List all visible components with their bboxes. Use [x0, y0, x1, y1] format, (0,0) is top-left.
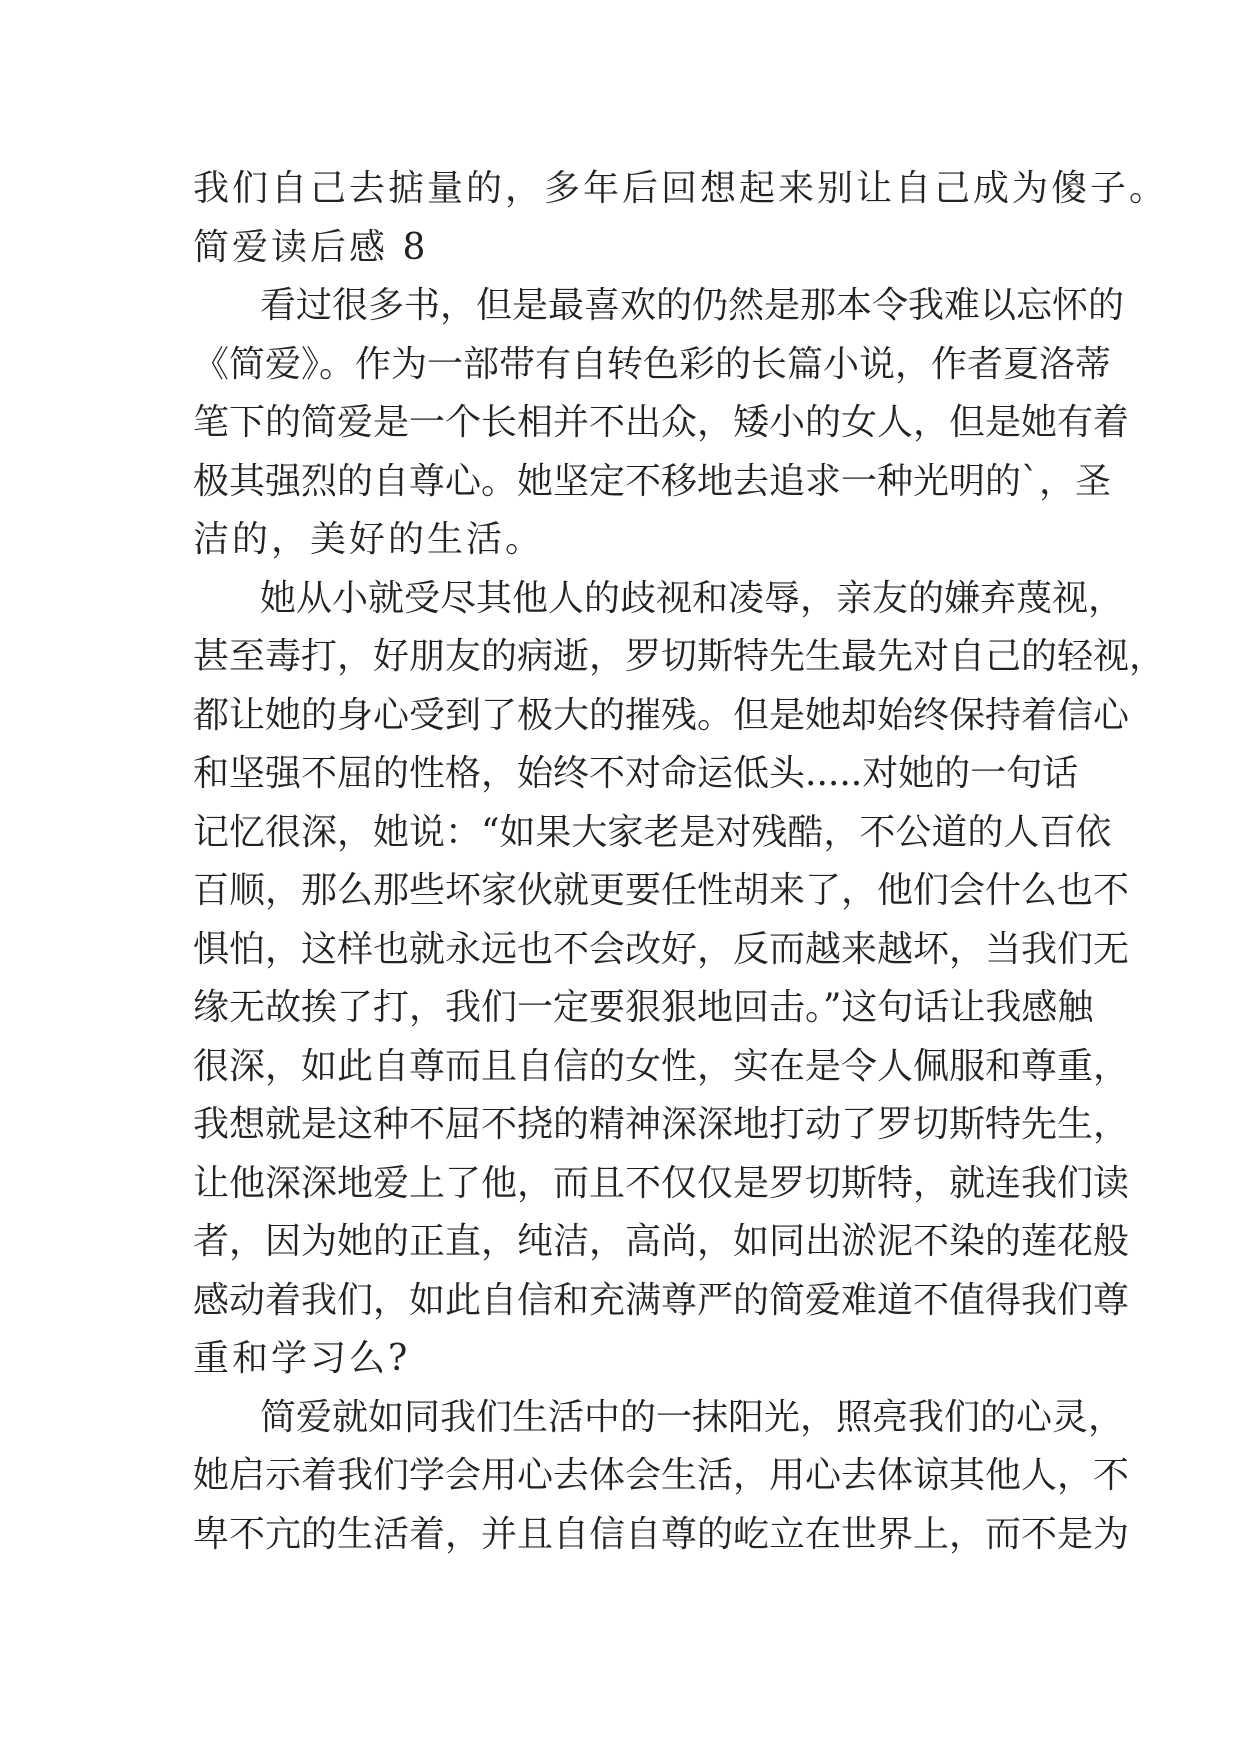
text-line: 我想就是这种不屈不挠的精神深深地打动了罗切斯特先生， — [193, 1104, 1130, 1145]
text-line: 她启示着我们学会用心去体会生活，用心去体谅其他人，不 — [193, 1455, 1130, 1496]
text-line: 卑不亢的生活着，并且自信自尊的屹立在世界上，而不是为 — [193, 1513, 1130, 1555]
text-line: 极其强烈的自尊心。她坚定不移地去追求一种光明的`，圣 — [193, 460, 1112, 502]
text-line: 让他深深地爱上了他，而且不仅仅是罗切斯特，就连我们读 — [193, 1162, 1130, 1204]
text-line: 惧怕，这样也就永远也不会改好，反而越来越坏，当我们无 — [193, 928, 1130, 970]
text-line: 都让她的身心受到了极大的摧残。但是她却始终保持着信心 — [193, 694, 1130, 736]
text-line: 缘无故挨了打，我们一定要狠狠地回击。”这句话让我感触 — [193, 987, 1094, 1028]
text-line: 笔下的简爱是一个长相并不出众，矮小的女人，但是她有着 — [193, 402, 1130, 443]
text-line: 《简爱》。作为一部带有自转色彩的长篇小说，作者夏洛蒂 — [193, 343, 1112, 385]
text-line: 很深，如此自尊而且自信的女性，实在是令人佩服和尊重， — [193, 1045, 1130, 1087]
text-line: 看过很多书，但是最喜欢的仍然是那本令我难以忘怀的 — [260, 285, 1125, 326]
text-line: 甚至毒打，好朋友的病逝，罗切斯特先生最先对自己的轻视， — [193, 636, 1166, 677]
text-line: 者，因为她的正直，纯洁，高尚，如同出淤泥不染的莲花般 — [193, 1221, 1130, 1262]
text-line: 记忆很深，她说：“如果大家老是对残酷，不公道的人百依 — [193, 811, 1112, 853]
section-heading: 简爱读后感 8 — [193, 226, 429, 268]
text-line: 百顺，那么那些坏家伙就更要任性胡来了，他们会什么也不 — [193, 870, 1130, 911]
document-body — [193, 160, 1169, 1564]
text-line: 重和学习么? — [193, 1338, 411, 1379]
text-line: 洁的，美好的生活。 — [193, 519, 545, 560]
text-line: 我们自己去掂量的，多年后回想起来别让自己成为傻子。 — [193, 168, 1169, 209]
text-line: 和坚强不屈的性格，始终不对命运低头.....对她的一句话 — [193, 753, 1079, 794]
text-line: 她从小就受尽其他人的歧视和凌辱，亲友的嫌弃蔑视， — [260, 577, 1125, 619]
text-line: 感动着我们，如此自信和充满尊严的简爱难道不值得我们尊 — [193, 1279, 1130, 1321]
text-line: 简爱就如同我们生活中的一抹阳光，照亮我们的心灵， — [260, 1396, 1125, 1438]
